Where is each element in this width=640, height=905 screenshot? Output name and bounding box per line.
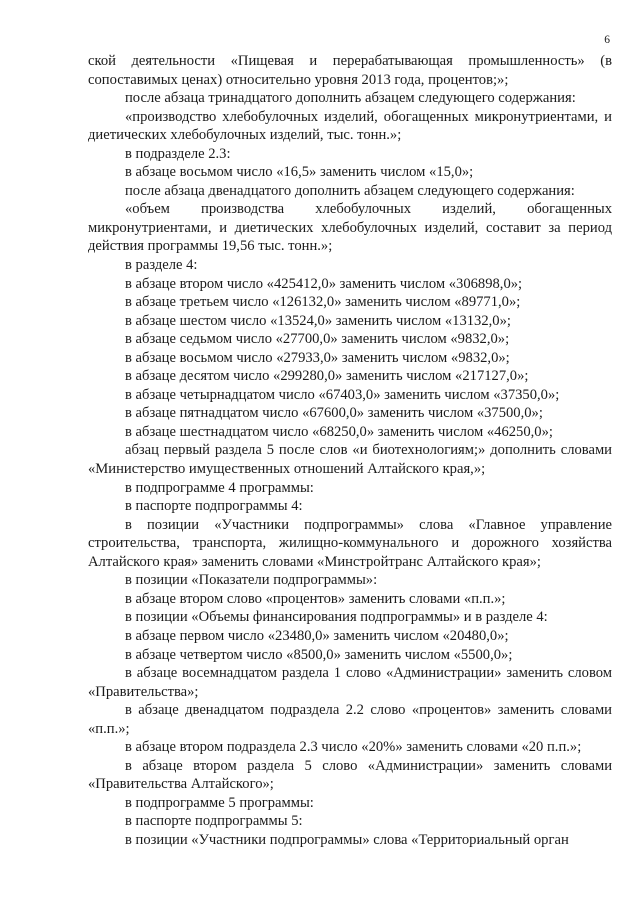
paragraph: в подразделе 2.3: <box>125 145 231 162</box>
paragraph: в абзаце четвертом число «8500,0» заменить числом «5500,0»; <box>125 646 513 663</box>
paragraph: в абзаце втором слово «процентов» заменить словами «п.п.»; <box>125 590 506 607</box>
paragraph: в абзаце втором число «425412,0» заменить числом «306898,0»; <box>125 275 523 292</box>
paragraph: в абзаце шестнадцатом число «68250,0» заменить числом «46250,0»; <box>125 423 553 440</box>
paragraph: в разделе 4: <box>125 257 198 274</box>
paragraph: «производство хлебобулочных изделий, обогащенных микронутриентами, и диетических хлебобулочных изделий, тыс. тонн.»; <box>88 108 612 144</box>
paragraph: в позиции «Объемы финансирования подпрограммы» и в разделе 4: <box>125 609 548 626</box>
paragraph: в абзаце восьмом число «16,5» заменить числом «15,0»; <box>125 164 474 181</box>
paragraph: в абзаце четырнадцатом число «67403,0» заменить числом «37350,0»; <box>125 386 560 403</box>
paragraph: «объем производства хлебобулочных изделий, обогащенных микронутриентами, и диетических хлебобулочных изделий, составит за период действия программы 19,56 тыс. тонн.»; <box>88 201 612 255</box>
paragraph: в абзаце первом число «23480,0» заменить числом «20480,0»; <box>125 627 509 644</box>
paragraph: в абзаце восемнадцатом раздела 1 слово «Администрации» заменить словом «Правительства»; <box>88 665 612 700</box>
paragraph: после абзаца тринадцатого дополнить абзацем следующего содержания: <box>125 90 576 107</box>
paragraph: в абзаце восьмом число «27933,0» заменить числом «9832,0»; <box>125 349 510 366</box>
paragraph: в абзаце пятнадцатом число «67600,0» заменить числом «37500,0»; <box>125 405 543 422</box>
paragraph: в абзаце втором раздела 5 слово «Администрации» заменить словами «Правительства Алтайского»; <box>88 757 612 793</box>
paragraph: в позиции «Показатели подпрограммы»: <box>125 572 378 589</box>
paragraph: в абзаце двенадцатом подраздела 2.2 слово «процентов» заменить словами «п.п.»; <box>88 702 612 737</box>
paragraph: в подпрограмме 5 программы: <box>125 794 314 811</box>
paragraph: в абзаце седьмом число «27700,0» заменить числом «9832,0»; <box>125 331 510 348</box>
paragraph: в паспорте подпрограммы 5: <box>125 813 303 830</box>
paragraph: в абзаце третьем число «126132,0» заменить числом «89771,0»; <box>125 294 521 311</box>
paragraph: в абзаце шестом число «13524,0» заменить числом «13132,0»; <box>125 312 511 329</box>
paragraph: в абзаце десятом число «299280,0» заменить числом «217127,0»; <box>125 368 529 385</box>
paragraph: в позиции «Участники подпрограммы» слова «Главное управление строительства, транспорта, жилищно-коммунального и дорожного хозяйства Алтайского края» заменить словами «Минстройтранс Алтайского края»; <box>88 516 612 570</box>
page-number: 6 <box>604 34 610 46</box>
paragraph: абзац первый раздела 5 после слов «и биотехнологиям;» дополнить словами «Министерство имущественных отношений Алтайского края,»; <box>88 442 612 478</box>
paragraph: в абзаце втором подраздела 2.3 число «20%» заменить словами «20 п.п.»; <box>125 739 582 756</box>
paragraph: в позиции «Участники подпрограммы» слова «Территориальный орган <box>125 831 569 848</box>
paragraph-continuation: ской деятельности «Пищевая и перерабатывающая промышленность» (в сопоставимых ценах) относительно уровня 2013 года, процентов;»; <box>88 53 612 88</box>
paragraph: после абзаца двенадцатого дополнить абзацем следующего содержания: <box>125 182 575 199</box>
document-body <box>88 52 612 850</box>
paragraph: в подпрограмме 4 программы: <box>125 479 314 496</box>
paragraph: в паспорте подпрограммы 4: <box>125 498 303 515</box>
